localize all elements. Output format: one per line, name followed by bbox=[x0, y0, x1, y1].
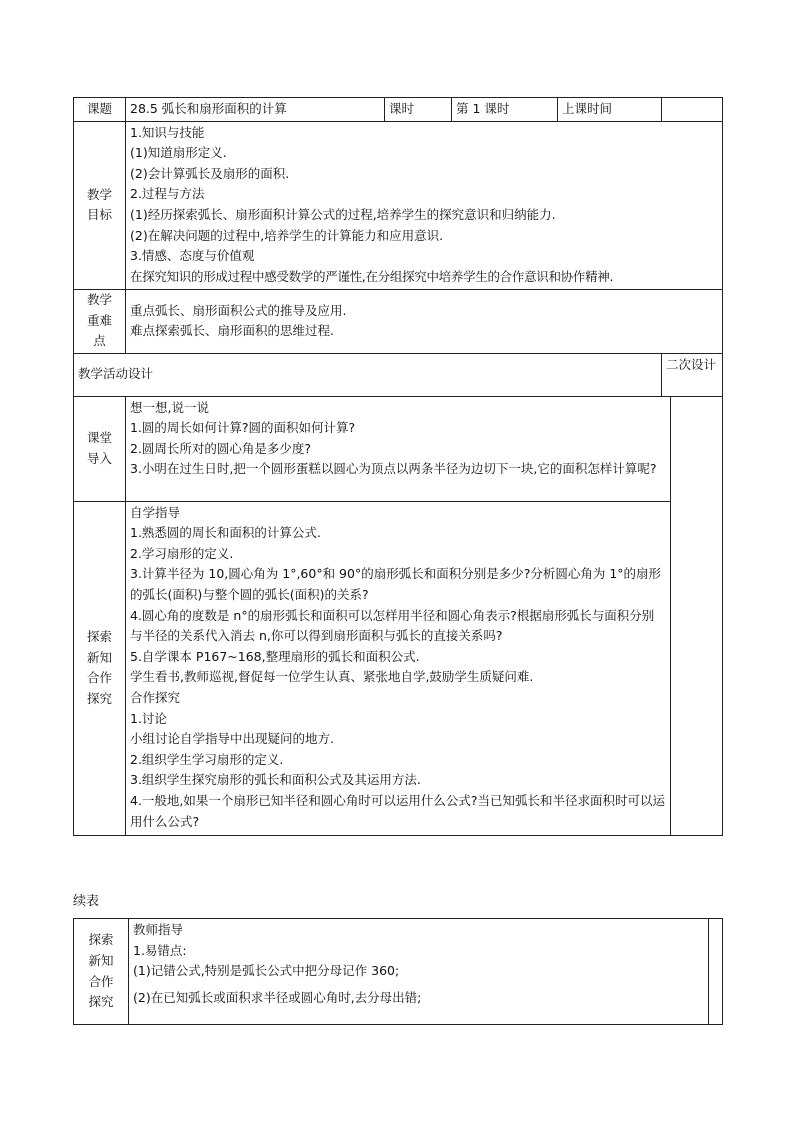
explore2-content bbox=[129, 919, 709, 1025]
goal-line: 1.知识与技能 bbox=[130, 124, 205, 140]
explore-line: 自学指导 bbox=[130, 504, 181, 520]
goals-content bbox=[126, 121, 723, 289]
intro-line: 想一想,说一说 bbox=[130, 399, 209, 415]
lesson-plan-table bbox=[73, 97, 723, 836]
explore-line: 学生看书,教师巡视,督促每一位学生认真、紧张地自学,鼓励学生质疑问难. bbox=[130, 669, 534, 685]
explore-line: 1.讨论 bbox=[130, 710, 167, 726]
explore2-label: 探索新知合作探究 bbox=[74, 919, 129, 1025]
explore-line: 4.一般地,如果一个扇形已知半径和圆心角时可以运用什么公式?当已知弧长和半径求面积时可以运用什么公式? bbox=[130, 792, 666, 829]
explore2-side-cell bbox=[709, 919, 723, 1025]
design-header: 教学活动设计 bbox=[74, 353, 662, 396]
intro-line: 1.圆的周长如何计算?圆的面积如何计算? bbox=[130, 420, 356, 436]
intro-line: 3.小明在过生日时,把一个圆形蛋糕以圆心为顶点以两条半径为边切下一块,它的面积怎样计算呢? bbox=[130, 461, 657, 477]
key-point-line: 难点探索弧长、扇形面积的思维过程. bbox=[130, 323, 334, 339]
intro-line: 2.圆周长所对的圆心角是多少度? bbox=[130, 440, 312, 456]
explore-label: 探索新知合作探究 bbox=[74, 501, 126, 835]
explore-line: 合作探究 bbox=[130, 689, 181, 705]
topic-value: 28.5 弧长和扇形面积的计算 bbox=[126, 98, 385, 122]
second-design-label: 二次设计 bbox=[662, 353, 723, 396]
period-label: 课时 bbox=[385, 98, 452, 122]
goal-line: 2.过程与方法 bbox=[130, 186, 205, 202]
goal-line: 在探究知识的形成过程中感受数学的严谨性,在分组探究中培养学生的合作意识和协作精神. bbox=[130, 268, 614, 284]
goal-line: 3.情感、态度与价值观 bbox=[130, 248, 255, 264]
key-points-content bbox=[126, 289, 723, 353]
goal-line: (1)经历探索弧长、扇形面积计算公式的过程,培养学生的探究意识和归纳能力. bbox=[130, 206, 556, 222]
intro-content bbox=[126, 396, 671, 501]
key-points-label: 教学重难点 bbox=[74, 289, 126, 353]
goals-label: 教学目标 bbox=[74, 121, 126, 289]
key-point-line: 重点弧长、扇形面积公式的推导及应用. bbox=[130, 302, 347, 318]
explore-line: 1.熟悉圆的周长和面积的计算公式. bbox=[130, 525, 321, 541]
explore-line: 4.圆心角的度数是 n°的扇形弧长和面积可以怎样用半径和圆心角表示?根据扇形弧长与面积分别与半径的关系代入消去 n,你可以得到扇形面积与弧长的直接关系吗? bbox=[130, 607, 655, 644]
continued-label: 续表 bbox=[73, 894, 100, 909]
topic-label: 课题 bbox=[74, 98, 126, 122]
explore2-line: (1)记错公式,特别是弧长公式中把分母记作 360; bbox=[133, 963, 400, 979]
period-value: 第 1 课时 bbox=[452, 98, 558, 122]
explore-line: 5.自学课本 P167~168,整理扇形的弧长和面积公式. bbox=[130, 648, 420, 664]
goal-line: (2)会计算弧长及扇形的面积. bbox=[130, 165, 290, 181]
explore2-line: 教师指导 bbox=[133, 922, 184, 937]
class-time-label: 上课时间 bbox=[558, 98, 662, 122]
second-design-cell bbox=[671, 396, 723, 835]
class-time-value bbox=[662, 98, 723, 122]
goal-line: (2)在解决问题的过程中,培养学生的计算能力和应用意识. bbox=[130, 227, 444, 243]
continued-table bbox=[73, 918, 723, 1025]
explore-line: 2.学习扇形的定义. bbox=[130, 545, 234, 561]
explore-line: 2.组织学生学习扇形的定义. bbox=[130, 751, 284, 767]
explore-line: 小组讨论自学指导中出现疑问的地方. bbox=[130, 731, 334, 747]
intro-label: 课堂导入 bbox=[74, 396, 126, 501]
explore2-line: 1.易错点: bbox=[133, 942, 187, 958]
goal-line: (1)知道扇形定义. bbox=[130, 145, 227, 161]
explore-line: 3.计算半径为 10,圆心角为 1°,60°和 90°的扇形弧长和面积分别是多少?分析圆心角为 1°的扇形的弧长(面积)与整个圆的弧长(面积)的关系? bbox=[130, 566, 662, 602]
explore-line: 3.组织学生探究扇形的弧长和面积公式及其运用方法. bbox=[130, 772, 421, 788]
explore-content bbox=[126, 501, 671, 835]
explore2-line: (2)在已知弧长或面积求半径或圆心角时,去分母出错; bbox=[133, 989, 422, 1005]
